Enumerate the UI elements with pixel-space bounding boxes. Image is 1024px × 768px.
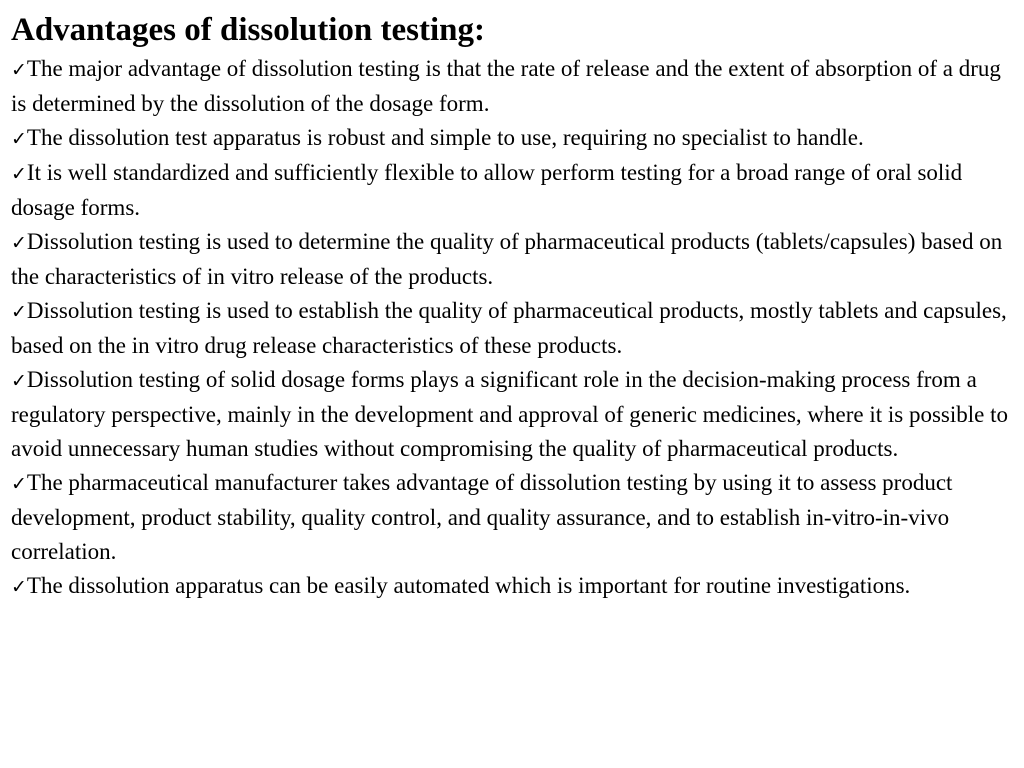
check-mark-icon: ✓: [11, 301, 27, 323]
bullet-text: Dissolution testing of solid dosage forms plays a significant role in the decision-making process from a regulatory perspective, mainly in the development and approval of generic medicines, where it is possible to avoid unnecessary human studies without compromising the quality of pharmaceutical products.: [11, 367, 1008, 461]
bullet-item: [11, 225, 1011, 294]
slide-content: [11, 10, 1011, 604]
bullet-item: [11, 569, 1011, 604]
bullet-text: Dissolution testing is used to determine the quality of pharmaceutical products (tablets/capsules) based on the characteristics of in vitro release of the products.: [11, 229, 1003, 289]
check-mark-icon: ✓: [11, 370, 27, 392]
check-mark-icon: ✓: [11, 128, 27, 150]
bullet-text: The dissolution test apparatus is robust and simple to use, requiring no specialist to handle.: [26, 125, 864, 150]
bullet-item: [11, 363, 1011, 466]
check-mark-icon: ✓: [11, 576, 27, 598]
check-mark-icon: ✓: [11, 163, 27, 185]
bullet-item: [11, 294, 1011, 363]
bullet-list: [11, 52, 1011, 604]
bullet-text: The dissolution apparatus can be easily automated which is important for routine investigations.: [26, 573, 911, 598]
slide-title: Advantages of dissolution testing:: [11, 12, 485, 48]
bullet-item: [11, 121, 1011, 156]
check-mark-icon: ✓: [11, 59, 27, 81]
bullet-text: It is well standardized and sufficiently flexible to allow perform testing for a broad range of oral solid dosage forms.: [11, 160, 963, 220]
bullet-item: [11, 156, 1011, 225]
bullet-text: The major advantage of dissolution testing is that the rate of release and the extent of absorption of a drug is determined by the dissolution of the dosage form.: [11, 56, 1001, 116]
bullet-item: [11, 52, 1011, 121]
bullet-item: [11, 466, 1011, 569]
bullet-text: Dissolution testing is used to establish the quality of pharmaceutical products, mostly tablets and capsules, based on the in vitro drug release characteristics of these products.: [11, 298, 1007, 358]
check-mark-icon: ✓: [11, 473, 27, 495]
bullet-text: The pharmaceutical manufacturer takes advantage of dissolution testing by using it to assess product development, product stability, quality control, and quality assurance, and to establish in-vitro-in-vivo correlation.: [11, 470, 953, 564]
check-mark-icon: ✓: [11, 232, 27, 254]
